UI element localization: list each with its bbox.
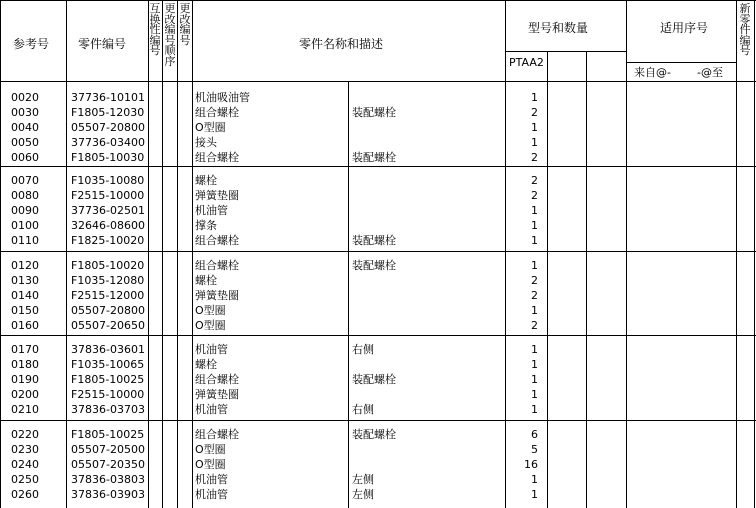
part-name-cell: 机油管	[195, 343, 228, 356]
part-no-cell: F1805-10030	[71, 151, 145, 164]
qty-cell: 1	[531, 358, 538, 371]
part-name-cell: 组合螺栓	[195, 234, 239, 247]
part-name-cell: O型圈	[195, 458, 226, 471]
part-desc-cell: 装配螺栓	[352, 151, 396, 164]
ref-no-cell: 0040	[11, 121, 39, 134]
header-serial-to: -@至	[697, 66, 723, 79]
ref-no-cell: 0170	[11, 343, 39, 356]
frame-right	[754, 0, 755, 508]
ref-no-cell: 0240	[11, 458, 39, 471]
qty-cell: 1	[531, 403, 538, 416]
qty-cell: 6	[531, 428, 538, 441]
ref-no-cell: 0190	[11, 373, 39, 386]
ref-no-cell: 0020	[11, 91, 39, 104]
header-serial-range: 适用序号	[660, 21, 709, 35]
ref-no-cell: 0090	[11, 204, 39, 217]
qty-cell: 1	[531, 388, 538, 401]
col-rule-7	[505, 0, 506, 508]
part-name-cell: 螺栓	[195, 274, 217, 287]
part-no-cell: 37836-03601	[71, 343, 145, 356]
qty-cell: 5	[531, 443, 538, 456]
header-model-qty: 型号和数量	[528, 21, 589, 35]
part-no-cell: 05507-20500	[71, 443, 145, 456]
part-no-cell: 37736-03400	[71, 136, 145, 149]
qty-cell: 2	[531, 189, 538, 202]
part-name-cell: 组合螺栓	[195, 428, 239, 441]
qty-cell: 2	[531, 274, 538, 287]
part-no-cell: F1035-10065	[71, 358, 145, 371]
qty-cell: 1	[531, 473, 538, 486]
part-name-cell: 螺栓	[195, 174, 217, 187]
ref-no-cell: 0250	[11, 473, 39, 486]
part-desc-cell: 装配螺栓	[352, 373, 396, 386]
ref-no-cell: 0210	[11, 403, 39, 416]
header-model-code: PTAA2	[509, 56, 544, 69]
col-rule-11	[736, 0, 737, 508]
part-desc-cell: 装配螺栓	[352, 234, 396, 247]
qty-cell: 1	[531, 259, 538, 272]
col-rule-4	[177, 0, 178, 508]
qty-cell: 1	[531, 121, 538, 134]
part-no-cell: F1805-12030	[71, 106, 145, 119]
part-name-cell: 机油管	[195, 488, 228, 501]
part-no-cell: 05507-20800	[71, 121, 145, 134]
header-change-seq-no: 更改编号顺序	[164, 2, 176, 68]
ref-no-cell: 0180	[11, 358, 39, 371]
ref-no-cell: 0120	[11, 259, 39, 272]
part-name-cell: 接头	[195, 136, 217, 149]
ref-no-cell: 0200	[11, 388, 39, 401]
col-rule-1	[66, 0, 67, 508]
qty-cell: 1	[531, 234, 538, 247]
col-rule-8	[547, 51, 548, 508]
group-separator	[0, 420, 756, 421]
part-desc-cell: 左侧	[352, 473, 374, 486]
header-name-desc: 零件名称和描述	[299, 37, 384, 51]
part-name-cell: 组合螺栓	[195, 106, 239, 119]
header-ref-no: 参考号	[13, 37, 50, 51]
part-name-cell: 机油管	[195, 403, 228, 416]
ref-no-cell: 0050	[11, 136, 39, 149]
part-desc-cell: 左侧	[352, 488, 374, 501]
part-name-cell: 机油管	[195, 473, 228, 486]
ref-no-cell: 0130	[11, 274, 39, 287]
group-separator	[0, 335, 756, 336]
part-name-cell: 螺栓	[195, 358, 217, 371]
header-part-no: 零件编号	[78, 37, 127, 51]
part-name-cell: 组合螺栓	[195, 373, 239, 386]
ref-no-cell: 0160	[11, 319, 39, 332]
subheader-rule-serial	[626, 62, 736, 63]
col-rule-10	[626, 0, 627, 508]
part-desc-cell: 右侧	[352, 403, 374, 416]
part-name-cell: 机油吸油管	[195, 91, 250, 104]
part-no-cell: F1035-10080	[71, 174, 145, 187]
part-no-cell: F2515-12000	[71, 289, 145, 302]
part-name-cell: O型圈	[195, 443, 226, 456]
col-rule-9	[586, 51, 587, 508]
part-name-cell: 机油管	[195, 204, 228, 217]
frame-top	[0, 0, 756, 1]
ref-no-cell: 0150	[11, 304, 39, 317]
part-no-cell: 37836-03703	[71, 403, 145, 416]
qty-cell: 16	[524, 458, 538, 471]
ref-no-cell: 0220	[11, 428, 39, 441]
ref-no-cell: 0070	[11, 174, 39, 187]
ref-no-cell: 0080	[11, 189, 39, 202]
subheader-rule-model	[505, 51, 626, 52]
part-no-cell: F1805-10025	[71, 428, 145, 441]
qty-cell: 1	[531, 343, 538, 356]
part-name-cell: O型圈	[195, 121, 226, 134]
part-name-cell: 组合螺栓	[195, 151, 239, 164]
qty-cell: 1	[531, 488, 538, 501]
qty-cell: 2	[531, 151, 538, 164]
part-no-cell: 37736-02501	[71, 204, 145, 217]
col-rule-2	[148, 0, 149, 508]
part-no-cell: 32646-08600	[71, 219, 145, 232]
part-desc-cell: 装配螺栓	[352, 106, 396, 119]
group-separator	[0, 166, 756, 167]
part-no-cell: 05507-20650	[71, 319, 145, 332]
part-name-cell: 弹簧垫圈	[195, 189, 239, 202]
ref-no-cell: 0060	[11, 151, 39, 164]
frame-left	[0, 0, 1, 508]
part-name-cell: 撑条	[195, 219, 217, 232]
part-name-cell: 弹簧垫圈	[195, 388, 239, 401]
part-no-cell: 05507-20350	[71, 458, 145, 471]
ref-no-cell: 0140	[11, 289, 39, 302]
part-no-cell: F1035-12080	[71, 274, 145, 287]
part-name-cell: 组合螺栓	[195, 259, 239, 272]
ref-no-cell: 0260	[11, 488, 39, 501]
qty-cell: 1	[531, 219, 538, 232]
part-desc-cell: 装配螺栓	[352, 428, 396, 441]
ref-no-cell: 0030	[11, 106, 39, 119]
part-desc-cell: 右侧	[352, 343, 374, 356]
part-no-cell: 37836-03803	[71, 473, 145, 486]
part-no-cell: F2515-10000	[71, 189, 145, 202]
header-new-part-no: 新零件编号	[739, 2, 751, 57]
part-name-cell: O型圈	[195, 319, 226, 332]
qty-cell: 2	[531, 289, 538, 302]
qty-cell: 2	[531, 106, 538, 119]
header-serial-from: 来自@-	[634, 66, 671, 79]
qty-cell: 1	[531, 304, 538, 317]
qty-cell: 1	[531, 373, 538, 386]
part-no-cell: F1825-10020	[71, 234, 145, 247]
part-no-cell: 37736-10101	[71, 91, 145, 104]
ref-no-cell: 0100	[11, 219, 39, 232]
part-no-cell: F1805-10025	[71, 373, 145, 386]
qty-cell: 1	[531, 204, 538, 217]
part-no-cell: 37836-03903	[71, 488, 145, 501]
qty-cell: 1	[531, 91, 538, 104]
col-rule-5	[192, 0, 193, 508]
qty-cell: 1	[531, 136, 538, 149]
qty-cell: 2	[531, 174, 538, 187]
part-no-cell: 05507-20800	[71, 304, 145, 317]
col-rule-6	[348, 82, 349, 508]
group-separator	[0, 251, 756, 252]
header-change-no: 更改编号	[179, 2, 191, 47]
header-bottom-rule	[0, 81, 756, 82]
col-rule-3	[162, 0, 163, 508]
ref-no-cell: 0110	[11, 234, 39, 247]
part-no-cell: F2515-10000	[71, 388, 145, 401]
part-no-cell: F1805-10020	[71, 259, 145, 272]
part-desc-cell: 装配螺栓	[352, 259, 396, 272]
qty-cell: 2	[531, 319, 538, 332]
header-interchange-no: 互换性编号	[149, 2, 161, 57]
part-name-cell: O型圈	[195, 304, 226, 317]
part-name-cell: 弹簧垫圈	[195, 289, 239, 302]
ref-no-cell: 0230	[11, 443, 39, 456]
